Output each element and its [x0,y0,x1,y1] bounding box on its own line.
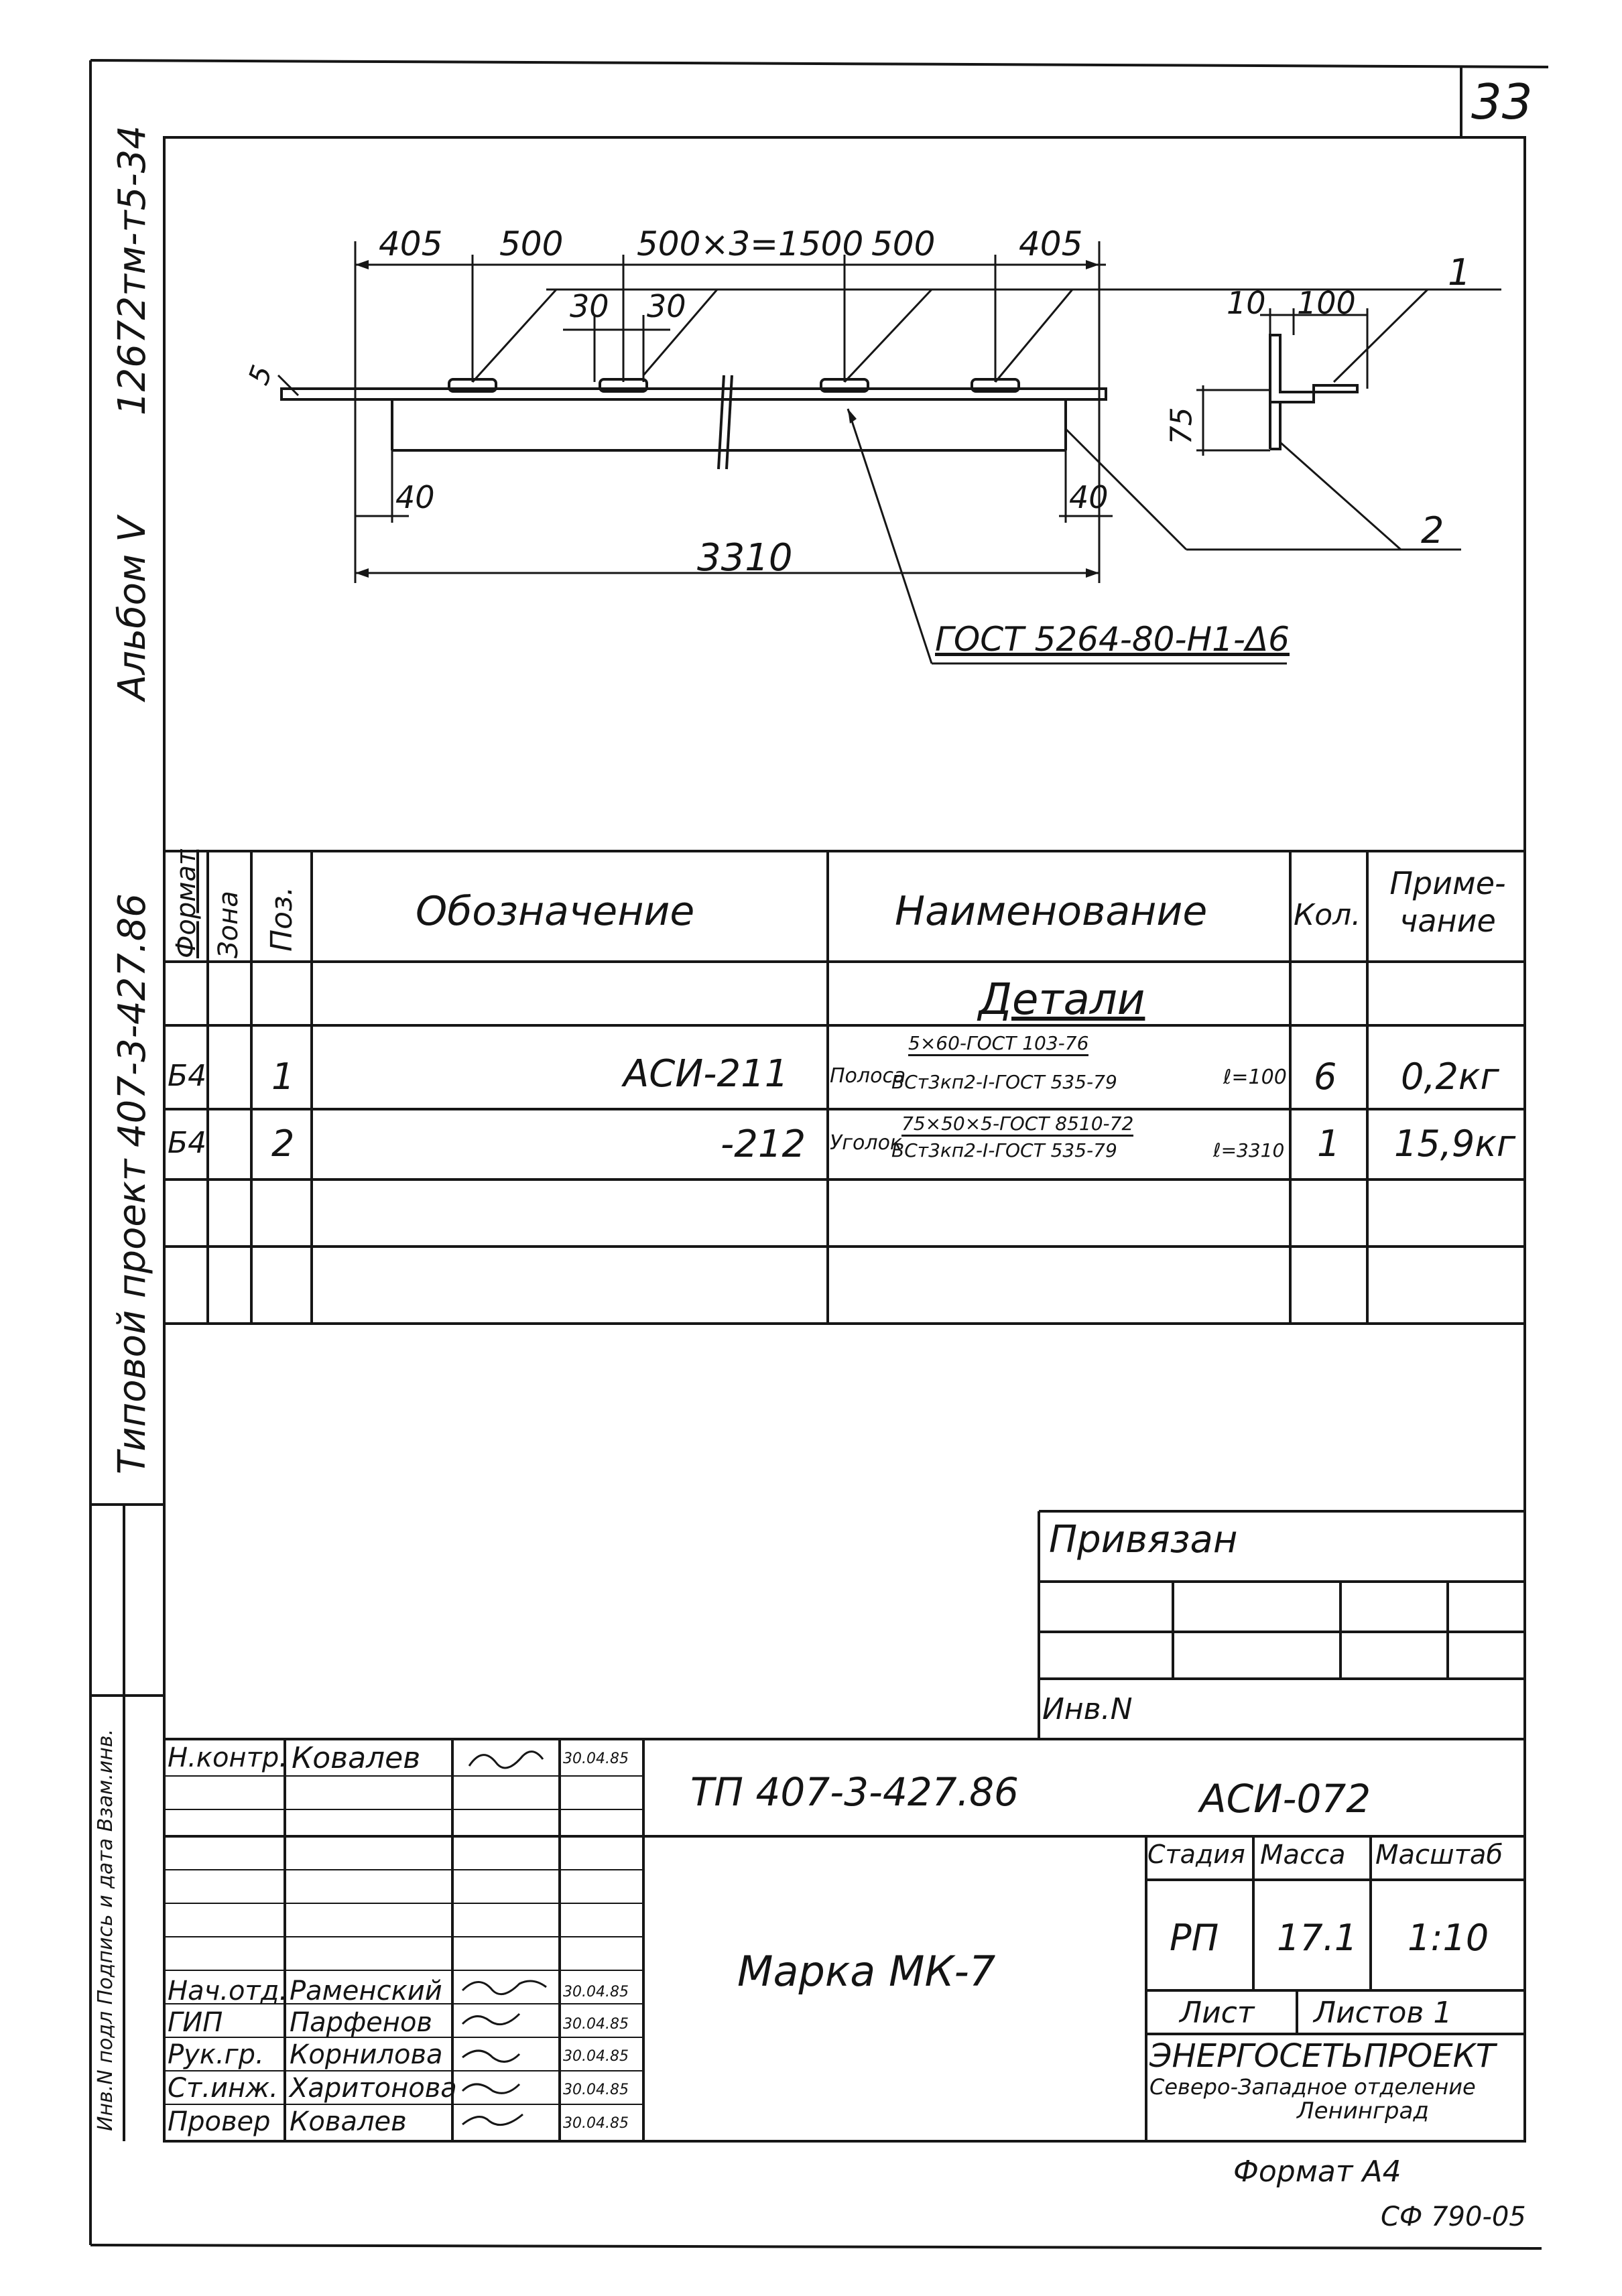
sheets-count-label: Листов 1 [1314,1996,1452,2030]
signer-name: Харитонова [290,2073,457,2104]
signer-name: Раменский [290,1976,442,2006]
spec-row-1-qty: 6 [1314,1056,1337,1098]
signer-role: Нач.отд. [168,1976,288,2006]
signer-role: ГИП [168,2007,223,2038]
product-name: Марка МК-7 [737,1947,996,1996]
stage-value: РП [1170,1917,1219,1959]
signer-name: Корнилова [290,2039,443,2070]
position-2-label: 2 [1421,509,1444,552]
organization-city: Ленинград [1297,2098,1429,2124]
signer-date: 30.04.85 [563,1750,629,1767]
spec-row-1-designation: АСИ-211 [623,1052,789,1096]
spec-header-zone: Зона [213,891,244,958]
mass-label: Масса [1260,1840,1346,1870]
dim-30-b: 30 [647,288,686,324]
spec-row-2-format: Б4 [168,1126,207,1160]
margin-project: Типовой проект 407-3-427.86 [111,893,154,1474]
signer-date: 30.04.85 [563,2016,629,2033]
spec-row-1-name-suffix: ℓ=100 [1223,1066,1287,1089]
dim-75: 75 [1164,407,1199,445]
signature-scribbles [462,1752,546,2125]
position-1-label: 1 [1448,251,1471,294]
spec-row-1-name-top: 5×60-ГОСТ 103-76 [908,1032,1088,1056]
privyazan-inv: Инв.N [1042,1692,1133,1726]
dim-30-a: 30 [570,288,609,324]
dim-top-4: 500 [871,225,936,263]
spec-header-format: Формат [171,849,202,958]
dim-top-5: 405 [1019,225,1083,263]
margin-album-code: 12672тм-т5-34 [111,125,154,416]
signer-date: 30.04.85 [563,2082,629,2098]
signer-date: 30.04.85 [563,2048,629,2065]
signer-role: Провер [168,2106,271,2137]
spec-row-1-pos: 1 [271,1056,295,1098]
dim-top-3: 500×3=1500 [637,225,864,263]
signer-name: Парфенов [290,2007,432,2038]
sheet-label: Лист [1180,1996,1255,2030]
dim-40-left: 40 [395,479,435,515]
dim-top-2: 500 [499,225,564,263]
spec-row-1-note: 0,2кг [1401,1056,1499,1098]
spec-header-note: Приме- чание [1389,865,1506,939]
signer-role: Н.контр. [168,1742,288,1773]
signer-name: Ковалев [290,2106,407,2137]
signer-name: Ковалев [292,1741,421,1775]
scale-label: Масштаб [1375,1840,1503,1870]
margin-inventory-label: Инв.N подл Подпись и дата Взам.инв. [94,1728,117,2131]
spec-row-1-name-bottom: ВСт3кп2-I-ГОСТ 535-79 [891,1071,1117,1093]
spec-row-2-name-suffix: ℓ=3310 [1213,1139,1285,1161]
scale-value: 1:10 [1408,1917,1489,1959]
spec-row-2-note: 15,9кг [1394,1123,1516,1165]
footer-code: СФ 790-05 [1381,2202,1526,2232]
organization-name: ЭНЕРГОСЕТЬПРОЕКТ [1149,2037,1496,2075]
signer-role: Ст.инж. [168,2073,278,2104]
dim-100: 100 [1297,285,1356,321]
signer-role: Рук.гр. [168,2039,264,2070]
spec-row-1-format: Б4 [168,1059,207,1093]
project-number: ТП 407-3-427.86 [690,1769,1019,1815]
spec-section-title: Детали [979,975,1145,1025]
spec-header-qty: Кол. [1294,898,1361,932]
format-label: Формат А4 [1233,2155,1401,2189]
margin-album: Альбом V [111,516,154,700]
spec-row-2-designation: -212 [721,1123,806,1166]
spec-header-name: Наименование [895,888,1208,935]
document-code: АСИ-072 [1200,1776,1371,1822]
spec-row-2-pos: 2 [271,1123,295,1165]
spec-row-2-name-top: 75×50×5-ГОСТ 8510-72 [901,1112,1133,1137]
stage-label: Стадия [1147,1840,1245,1869]
dim-top-1: 405 [379,225,443,263]
sheet-number: 33 [1471,74,1533,130]
organization-branch: Северо-Западное отделение [1149,2074,1476,2100]
spec-row-2-name-bottom: ВСт3кп2-I-ГОСТ 535-79 [891,1139,1117,1161]
signer-date: 30.04.85 [563,1984,629,2000]
spec-row-1-name-prefix: Полоса [830,1064,906,1088]
weld-note: ГОСТ 5264-80-Н1-Δ6 [935,620,1290,659]
privyazan-title: Привязан [1049,1518,1238,1561]
dim-10: 10 [1227,285,1266,321]
dim-5: 5 [241,361,279,389]
dim-40-right: 40 [1069,479,1109,515]
spec-row-2-qty: 1 [1317,1123,1340,1165]
spec-header-designation: Обозначение [416,888,695,935]
spec-header-pos: Поз. [265,886,299,952]
signer-date: 30.04.85 [563,2115,629,2132]
spec-row-2-name-prefix: Уголок [830,1131,903,1155]
dim-total: 3310 [697,536,793,580]
mass-value: 17.1 [1277,1917,1358,1959]
